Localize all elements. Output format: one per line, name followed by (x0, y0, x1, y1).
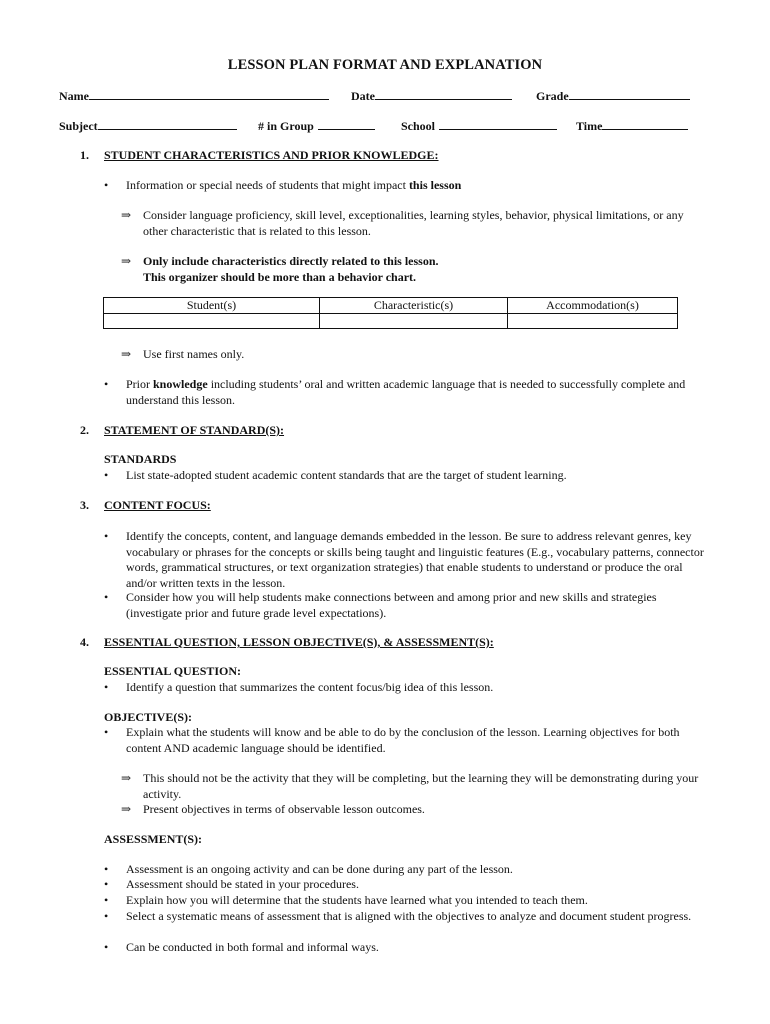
table-cell-student[interactable] (104, 314, 320, 329)
section-4-number: 4. (80, 635, 89, 649)
table-header-accommodation: Accommodation(s) (508, 298, 678, 314)
bullet-icon: • (104, 909, 109, 923)
essential-question-subheading: ESSENTIAL QUESTION: (104, 664, 242, 678)
in-group-blank[interactable] (318, 119, 375, 130)
s1-a2-line-2: This organizer should be more than a behavior chart. (143, 269, 417, 284)
in-group-field[interactable] (258, 119, 375, 134)
student-organizer-table (103, 297, 678, 329)
document-title: LESSON PLAN FORMAT AND EXPLANATION (227, 57, 543, 73)
s4-obj-a2-text: Present objectives in terms of observable lesson outcomes. (143, 802, 425, 816)
bullet-icon: • (104, 377, 109, 391)
table-header-row (104, 298, 678, 314)
grade-field[interactable] (536, 89, 690, 104)
table-header-characteristic: Characteristic(s) (320, 298, 508, 314)
school-blank[interactable] (439, 119, 557, 130)
name-field[interactable] (59, 89, 329, 104)
bullet-icon: • (104, 680, 109, 694)
section-3-label: CONTENT FOCUS: (104, 498, 211, 512)
time-blank[interactable] (602, 119, 688, 130)
grade-blank[interactable] (569, 89, 690, 100)
subject-field[interactable] (59, 119, 237, 134)
arrow-icon: ⇒ (121, 347, 132, 361)
arrow-icon: ⇒ (121, 254, 132, 268)
s1-a3-text: Use first names only. (143, 347, 245, 361)
s2-b1-text: List state-adopted student academic content standards that are the target of student learning. (126, 468, 567, 482)
s4-obj-b1-text: Explain what the students will know and be able to do by the conclusion of the lesson. Learning objectives for both content AND academic language should be identified. (126, 725, 680, 755)
objectives-subheading: OBJECTIVE(S): (104, 710, 193, 724)
s1-b1-text: Information or special needs of students that might impact (126, 178, 409, 192)
bullet-icon: • (104, 725, 109, 739)
table-cell-characteristic[interactable] (320, 314, 508, 329)
subject-blank[interactable] (98, 119, 237, 130)
arrow-icon: ⇒ (121, 771, 132, 785)
s1-b2-pre: Prior (126, 377, 153, 391)
table-cell-accommodation[interactable] (508, 314, 678, 329)
time-field[interactable] (576, 119, 688, 134)
arrow-icon: ⇒ (121, 802, 132, 816)
section-1-number: 1. (80, 148, 89, 162)
section-1-label: STUDENT CHARACTERISTICS AND PRIOR KNOWLEDGE: (104, 148, 439, 162)
date-label: Date (351, 89, 375, 103)
arrow-icon: ⇒ (121, 208, 132, 222)
grade-label: Grade (536, 89, 569, 103)
s4-as-b3-text: Explain how you will determine that the students have learned what you intended to teach them. (126, 893, 588, 907)
section-3-number: 3. (80, 498, 89, 512)
s3-b2-text: Consider how you will help students make connections between and among prior and new skills and strategies (investigate prior and future grade level expectations). (126, 590, 657, 620)
table-header-student: Student(s) (104, 298, 320, 314)
s4-as-b5-text: Can be conducted in both formal and informal ways. (126, 940, 379, 954)
section-3-heading (80, 498, 211, 513)
school-label: School (401, 119, 436, 133)
in-group-label: # in Group (258, 119, 314, 133)
assessments-subheading: ASSESSMENT(S): (104, 832, 203, 846)
s4-obj-a1-text: This should not be the activity that they will be completing, but the learning they will be demonstrating during your activity. (143, 771, 699, 801)
table-row (104, 314, 678, 329)
date-blank[interactable] (375, 89, 512, 100)
section-2-label: STATEMENT OF STANDARD(S): (104, 423, 285, 437)
bullet-icon: • (104, 893, 109, 907)
s4-as-b1-text: Assessment is an ongoing activity and can be done during any part of the lesson. (126, 862, 513, 876)
s3-b1-text: Identify the concepts, content, and language demands embedded in the lesson. Be sure to address relevant genres, key vocabulary or phrases for the concepts or skills being taught and linguistic features (E.g., vocabulary patterns, connector words, grammatical structures, or text organization strategies) that enable students to understand or produce the oral and/or written texts in the lesson. (126, 529, 704, 590)
s4-eq-b1-text: Identify a question that summarizes the content focus/big idea of this lesson. (126, 680, 494, 694)
standards-subheading: STANDARDS (104, 452, 177, 466)
s1-b2-bold: knowledge (153, 377, 208, 391)
bullet-icon: • (104, 529, 109, 543)
bullet-icon: • (104, 468, 109, 482)
section-2-number: 2. (80, 423, 89, 437)
bullet-icon: • (104, 862, 109, 876)
s1-b1-bold: this lesson (408, 178, 462, 192)
bullet-icon: • (104, 590, 109, 604)
name-label: Name (59, 89, 89, 103)
bullet-icon: • (104, 877, 109, 891)
s1-a2-line-1: Only include characteristics directly related to this lesson. (143, 254, 439, 268)
bullet-icon: • (104, 178, 109, 192)
bullet-icon: • (104, 940, 109, 954)
subject-label: Subject (59, 119, 98, 133)
section-2-heading (80, 423, 284, 438)
s4-as-b4-text: Select a systematic means of assessment that is aligned with the objectives to analyze and document student progress. (126, 909, 692, 923)
s4-as-b2-text: Assessment should be stated in your procedures. (126, 877, 359, 891)
section-4-heading (80, 635, 494, 650)
s1-a1-text: Consider language proficiency, skill level, exceptionalities, learning styles, behavior, physical limitations, or any other characteristic that is related to this lesson. (143, 208, 684, 238)
section-4-label: ESSENTIAL QUESTION, LESSON OBJECTIVE(S), & ASSESSMENT(S): (104, 635, 494, 649)
section-1-heading (80, 148, 439, 163)
time-label: Time (576, 119, 603, 133)
s1-b2-post: including students’ oral and written academic language that is needed to successfully complete and understand this lesson. (126, 377, 686, 407)
date-field[interactable] (351, 89, 512, 104)
name-blank[interactable] (89, 89, 329, 100)
school-field[interactable] (401, 119, 557, 134)
